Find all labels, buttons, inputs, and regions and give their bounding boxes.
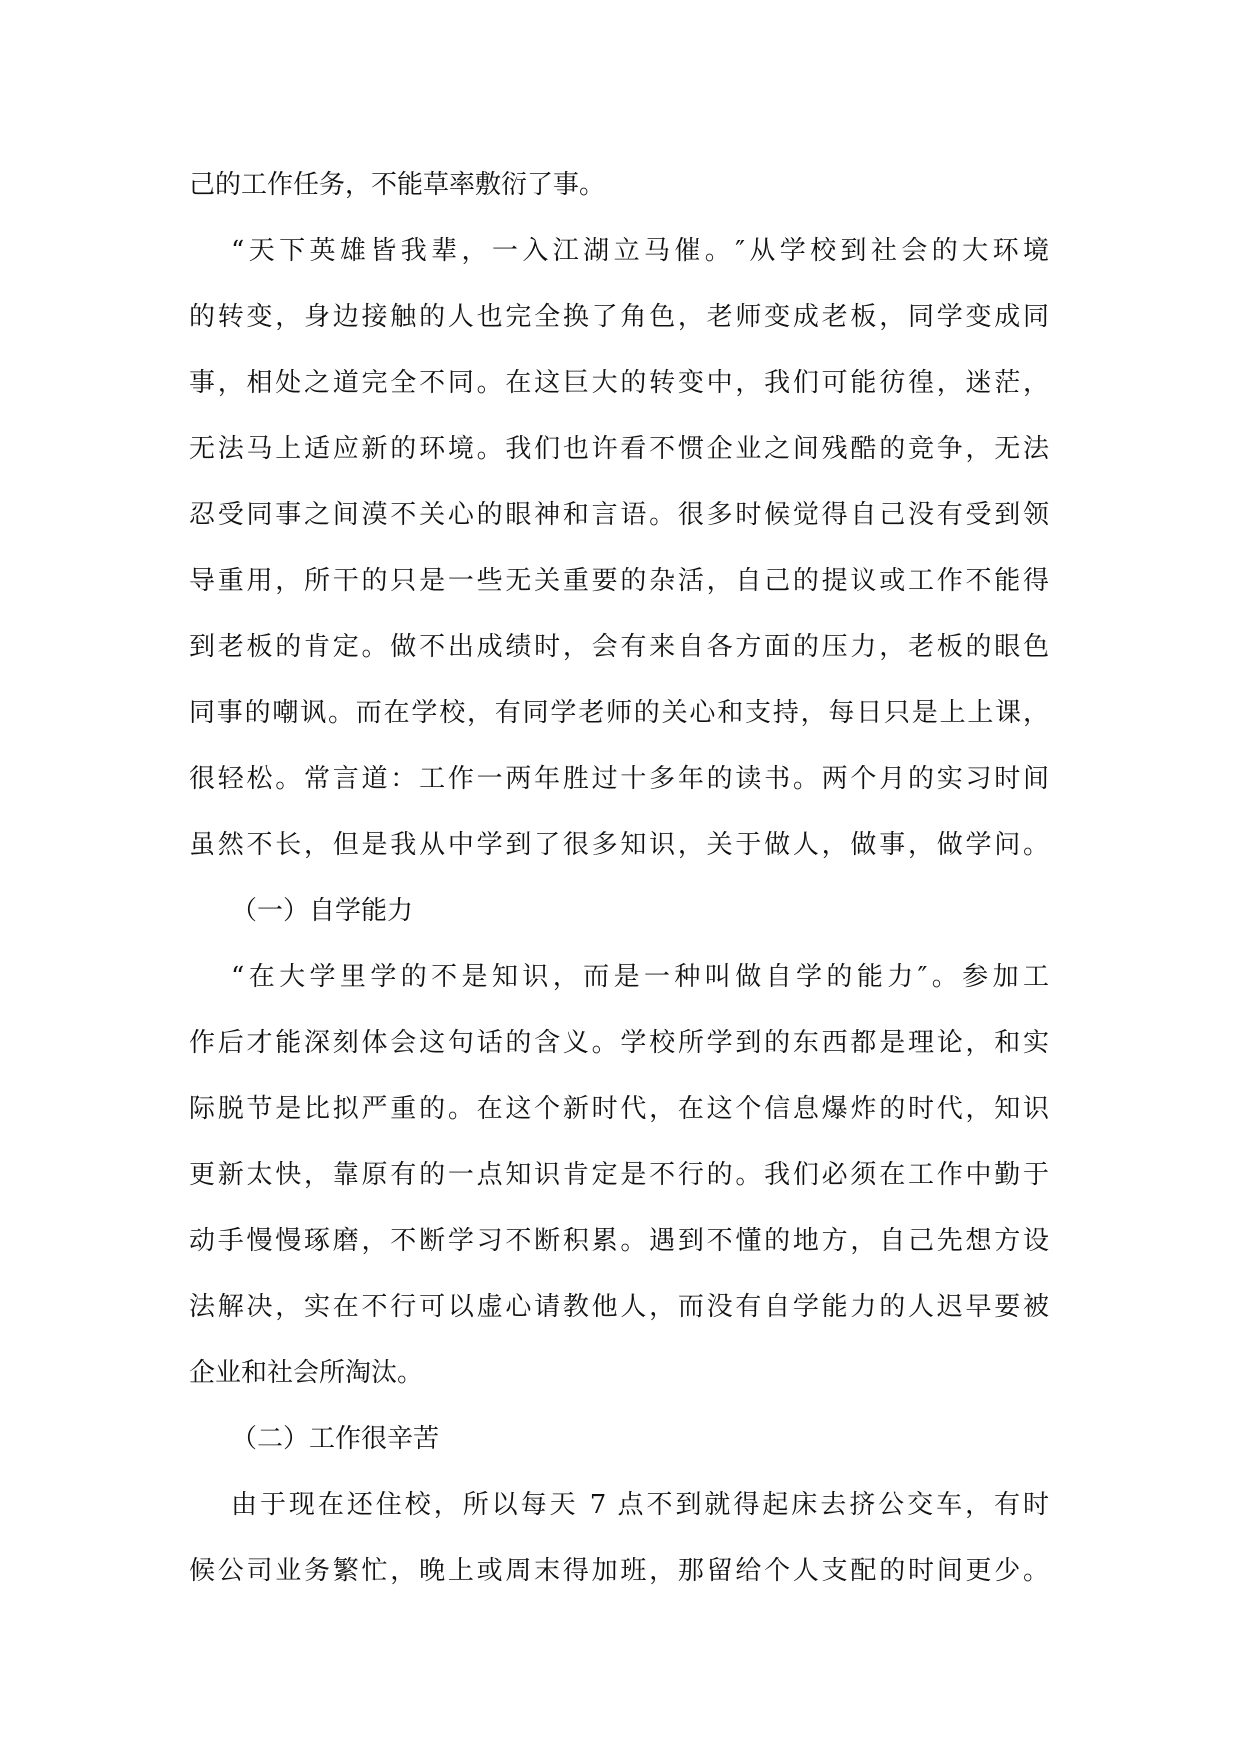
text-line: 更新太快，靠原有的一点知识肯定是不行的。我们必须在工作中勤于 xyxy=(189,1160,1049,1190)
text-line: 忍受同事之间漠不关心的眼神和言语。很多时候觉得自己没有受到领 xyxy=(189,500,1049,530)
section-heading: （二）工作很辛苦 xyxy=(231,1424,440,1454)
text-line: 事，相处之道完全不同。在这巨大的转变中，我们可能彷徨，迷茫， xyxy=(189,368,1049,398)
text-line: 际脱节是比拟严重的。在这个新时代，在这个信息爆炸的时代，知识 xyxy=(189,1094,1049,1124)
text-line: 很轻松。常言道：工作一两年胜过十多年的读书。两个月的实习时间 xyxy=(189,764,1049,794)
paragraph-start-line: “在大学里学的不是知识，而是一种叫做自学的能力″。参加工 xyxy=(231,962,1049,992)
text-line: 法解决，实在不行可以虚心请教他人，而没有自学能力的人迟早要被 xyxy=(189,1292,1049,1322)
section-heading: （一）自学能力 xyxy=(231,896,414,926)
paragraph-start-line: “天下英雄皆我辈，一入江湖立马催。″从学校到社会的大环境 xyxy=(231,236,1049,266)
text-line: 作后才能深刻体会这句话的含义。学校所学到的东西都是理论，和实 xyxy=(189,1028,1049,1058)
text-line: 的转变，身边接触的人也完全换了角色，老师变成老板，同学变成同 xyxy=(189,302,1049,332)
text-line: 动手慢慢琢磨，不断学习不断积累。遇到不懂的地方，自己先想方设 xyxy=(189,1226,1049,1256)
body-text xyxy=(189,152,1049,1604)
text-line: 无法马上适应新的环境。我们也许看不惯企业之间残酷的竞争，无法 xyxy=(189,434,1049,464)
text-line: 己的工作任务，不能草率敷衍了事。 xyxy=(189,170,606,200)
text-line: 企业和社会所淘汰。 xyxy=(189,1358,424,1388)
text-line: 导重用，所干的只是一些无关重要的杂活，自己的提议或工作不能得 xyxy=(189,566,1049,596)
paragraph-start-line: 由于现在还住校，所以每天 7 点不到就得起床去挤公交车，有时 xyxy=(231,1490,1049,1520)
text-line: 候公司业务繁忙，晚上或周末得加班，那留给个人支配的时间更少。 xyxy=(189,1556,1049,1586)
text-line: 同事的嘲讽。而在学校，有同学老师的关心和支持，每日只是上上课， xyxy=(189,698,1049,728)
text-line: 虽然不长，但是我从中学到了很多知识，关于做人，做事，做学问。 xyxy=(189,830,1049,860)
text-line: 到老板的肯定。做不出成绩时，会有来自各方面的压力，老板的眼色 xyxy=(189,632,1049,662)
